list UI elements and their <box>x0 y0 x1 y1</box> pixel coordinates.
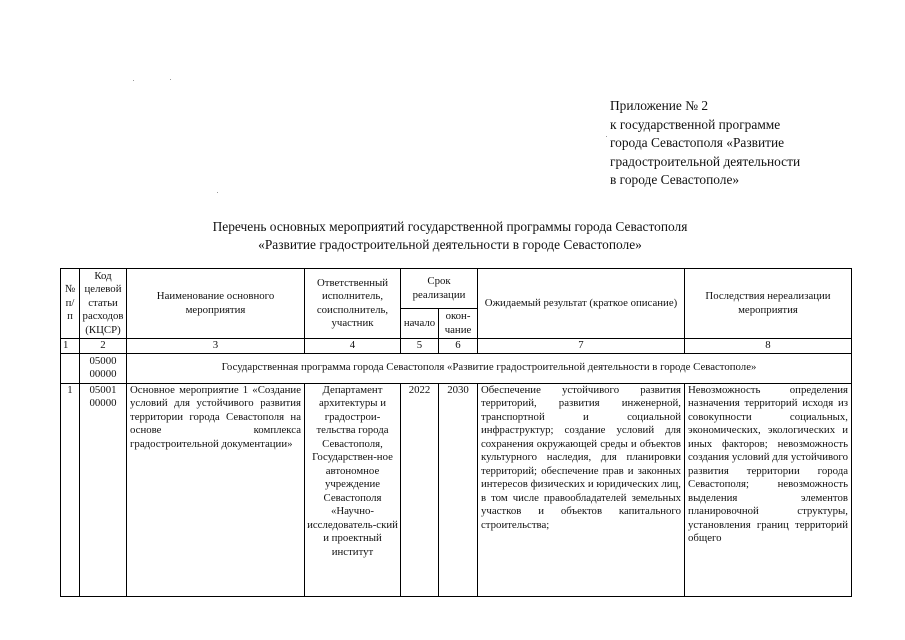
table-row <box>61 383 852 596</box>
header-start: начало <box>401 309 439 339</box>
row-result: Обеспечение устойчивого развития территорий, развития инженерной, транспортной и социальной инфраструктур; создание условий для сохранения окружающей среды и объектов культурного наследия, для планировки территорий; обеспечение прав и законных интересов физических и юридических лиц, в том числе правообладателей земельных участков и объектов капитального строительства; <box>478 383 685 596</box>
header-end: окон-чание <box>439 309 478 339</box>
column-number: 6 <box>439 339 478 354</box>
appendix-line: градостроительной деятельности <box>610 153 801 169</box>
program-code: 05000 00000 <box>80 353 127 383</box>
document-title <box>150 218 750 254</box>
scan-speck <box>217 192 218 193</box>
scan-speck <box>170 79 171 80</box>
column-number: 2 <box>80 339 127 354</box>
row-start: 2022 <box>401 383 439 596</box>
measures-table <box>60 268 852 597</box>
row-executor: Департамент архитектуры и градострои-тельства города Севастополя, Государствен-ное автономное учреждение Севастополя «Научно-исследователь-ский и проектный институт <box>305 383 401 596</box>
column-number: 5 <box>401 339 439 354</box>
appendix-line: города Севастополя «Развитие <box>610 135 785 151</box>
title-line-2: «Развитие градостроительной деятельности в городе Севастополе» <box>258 237 642 252</box>
header-code: Код целевой статьи расходов (КЦСР) <box>80 269 127 339</box>
appendix-header <box>610 97 870 190</box>
header-result: Ожидаемый результат (краткое описание) <box>478 269 685 339</box>
header-executor: Ответственный исполнитель, соисполнитель, участник <box>305 269 401 339</box>
column-number: 4 <box>305 339 401 354</box>
program-row <box>61 353 852 383</box>
appendix-line: Приложение № 2 <box>610 98 709 113</box>
column-number: 8 <box>685 339 852 354</box>
appendix-line: в городе Севастополе» <box>610 172 740 188</box>
scan-speck <box>133 80 134 81</box>
header-row <box>61 269 852 309</box>
column-number-row <box>61 339 852 354</box>
header-consequences: Последствия нереализации мероприятия <box>685 269 852 339</box>
row-end: 2030 <box>439 383 478 596</box>
title-line-1: Перечень основных мероприятий государственной программы города Севастополя <box>212 219 688 234</box>
header-name: Наименование основного мероприятия <box>127 269 305 339</box>
header-num: № п/п <box>61 269 80 339</box>
row-code: 05001 00000 <box>80 383 127 596</box>
column-number: 7 <box>478 339 685 354</box>
scan-speck <box>606 136 607 137</box>
row-num: 1 <box>61 383 80 596</box>
header-period: Срок реализации <box>401 269 478 309</box>
appendix-line: к государственной программе <box>610 116 781 132</box>
row-consequences: Невозможность определения назначения территорий исходя из совокупности социальных, экономических, экологических и иных факторов; невозможность создания условий для устойчивого развития территории города Севастополя; невозможность выделения элементов планировочной структуры, установления границ территорий общего <box>685 383 852 596</box>
program-num <box>61 353 80 383</box>
program-title: Государственная программа города Севастополя «Развитие градостроительной деятельности в городе Севастополе» <box>127 353 852 383</box>
column-number: 3 <box>127 339 305 354</box>
column-number: 1 <box>61 339 80 354</box>
row-name: Основное мероприятие 1 «Создание условий для устойчивого развития территории города Севастополя на основе комплекса градостроительной документации» <box>127 383 305 596</box>
